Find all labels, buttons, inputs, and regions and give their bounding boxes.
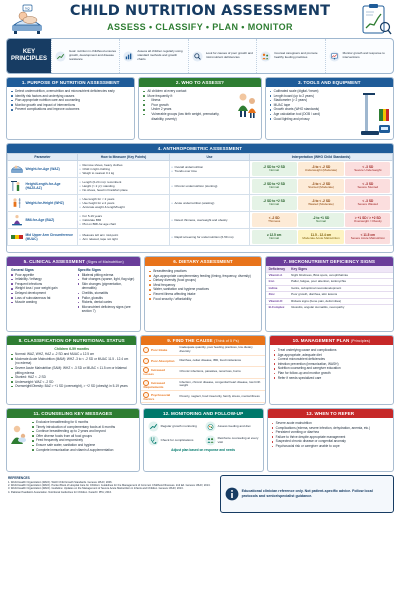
footer (6, 475, 394, 513)
table-cell: Iron (266, 279, 289, 285)
specific-signs (74, 266, 141, 316)
list-item: Skin changes (pigmentation, dermatitis) (78, 282, 137, 291)
cause-label: Psychosocial Factors (143, 392, 171, 401)
table-cell: Goitre, suboptimal neurodevelopment (288, 285, 393, 291)
cause-description: Poverty, neglect, food insecurity, family stress, mental illness (177, 391, 264, 403)
list-item: Detect undernutrition, overnutrition and micronutrient deficiencies early (11, 89, 130, 94)
monitoring-grid (144, 418, 263, 449)
clinical-columns (7, 266, 140, 316)
list-item: • Height (> 2 yr): standing (80, 184, 168, 188)
table-cell: Night blindness, Bitot spots, xerophthalmia (288, 273, 393, 279)
list-item: Prevent complications and improve outcomes (11, 107, 130, 112)
interpretation-severe: < -3 SD Severe Wasted (345, 196, 390, 211)
reference-item: 4. Pakistan Paediatric Association. Nutritional Guidelines for Children. Karachi: PPA; 2016. (8, 490, 112, 494)
table-row (141, 378, 264, 390)
column-header: How to Measure (Key Points) (78, 154, 170, 161)
list-item: More frequently if: (143, 94, 231, 99)
list-item: Vulnerable groups (low birth weight, prematurity, disability, poverty) (143, 112, 231, 121)
list-item: • Accurate weight & length/height (80, 205, 168, 209)
list-item: Food security / affordability (149, 297, 256, 302)
section-title: 10. MANAGEMENT PLAN (Principles) (270, 336, 393, 345)
header (0, 0, 400, 38)
interpretation-thinness: < -2 SD Thinness (252, 213, 297, 228)
table-row (266, 305, 393, 311)
section-dietary (144, 256, 261, 332)
page-subtitle: ASSESS • CLASSIFY • PLAN • MONITOR (107, 22, 293, 32)
list-item: Age-appropriate, adequate diet (274, 353, 389, 358)
monitoring-label: Check for complications (160, 437, 194, 442)
monitoring-label: Reinforce counseling at every visit (217, 435, 259, 444)
key-principle-text: Monitor growth and response to interventions (342, 51, 385, 59)
tools-body (266, 87, 393, 137)
reference-item: 2. World Health Organization (WHO). Pocket Book of Hospital Care for Children: Guidelines for the Management of Common Childhood Illnesses. 2nd Ed. Geneva: WHO; 2013. (8, 484, 211, 488)
key-principle-4 (256, 39, 324, 73)
section-title: 5. CLINICAL ASSESSMENT (Signs of Malnutrition) (7, 257, 140, 266)
sections-11-13 (6, 408, 394, 472)
section-find-cause (140, 335, 265, 405)
table-cell: Pallor, fatigue, poor attention, koilonychia (288, 279, 393, 285)
cause-label: Poor Intake (150, 347, 168, 352)
interpretation-severe: < 11.5 cm Severe Acute Malnutrition (345, 230, 390, 245)
general-signs (7, 266, 74, 316)
clipboard-growth-chart-icon (354, 3, 392, 35)
plate-icon (143, 347, 149, 353)
food-icon (205, 421, 216, 432)
list-item: Dietary diversity (food groups) (149, 278, 256, 283)
list-item: Poor appetite (11, 273, 70, 278)
intestine-icon (143, 358, 149, 364)
tools-list (266, 87, 361, 137)
list-item: All children at every contact (143, 89, 231, 94)
list-item: Micronutrient deficiency signs (see section 7) (78, 305, 137, 314)
who-body (139, 87, 260, 123)
list-item: Growth charts (WHO standards) (270, 107, 357, 112)
list-item: Age calculation tool (DOB / card) (270, 112, 357, 117)
purpose-list (7, 87, 134, 114)
list-item: • Plot on BMI-for-age chart (80, 222, 168, 226)
height-measure-icon (10, 180, 24, 192)
stethoscope-icon (148, 435, 159, 446)
mother-child-icon (10, 424, 28, 446)
monitoring-item (148, 435, 202, 446)
muac-tape-icon (10, 231, 24, 243)
cause-description: Diarrhea, celiac disease, IBD, food intolerance (177, 356, 264, 367)
list-item: • Trends over time (172, 169, 248, 173)
list-item: MUAC tape (270, 103, 357, 108)
table-cell: Vitamin D (266, 298, 289, 304)
anthropometric-table (7, 153, 393, 246)
growth-arrow-icon (55, 51, 66, 62)
references-title: REFERENCES (8, 476, 30, 480)
key-principle-text: Look for causes of poor growth and micronutrient deficiencies (205, 51, 253, 59)
monitoring-label: Assess feeding and diet (217, 423, 251, 428)
column-header: Parameter (8, 154, 78, 161)
list-item: Offer diverse foods from all food groups (32, 434, 135, 439)
list-item: Bilateral pitting edema (78, 273, 137, 278)
table-cell: Iodine (266, 285, 289, 291)
section-title: 12. MONITORING AND FOLLOW-UP (144, 409, 263, 418)
growth-chart-icon (148, 421, 159, 432)
list-item: • Rapid screening for undernutrition (6-59 mo) (172, 235, 248, 239)
refer-list (268, 418, 393, 451)
monitoring-item (205, 421, 259, 432)
cause-description: Infection, chronic disease, congenital heart disease, low birth weight (177, 378, 264, 390)
list-item: • Calculate BMI (80, 218, 168, 222)
interpretation-moderate: -3 to < -2 SD Stunted (Moderate) (298, 179, 343, 194)
table-cell: Glossitis, angular stomatitis, neuropathy (288, 305, 393, 311)
table-row (8, 161, 393, 178)
list-item: Poor growth (143, 103, 231, 108)
cause-label: Increased Requirements (143, 380, 165, 389)
section-monitoring (143, 408, 264, 472)
page-title: CHILD NUTRITION ASSESSMENT (69, 3, 331, 19)
weighing-scale-icon (10, 163, 24, 175)
general-signs-list (7, 272, 74, 307)
table-row (8, 212, 393, 229)
list-item: Severe Acute Malnutrition (SAM): WHZ < -3 SD or MUAC < 11.5 cm or bilateral pitting edema (11, 366, 132, 375)
table-cell: Zinc (266, 292, 289, 298)
cause-label: Increased Losses (143, 368, 165, 377)
sections-5-7 (6, 256, 394, 332)
parameter-name: Height/Length-for-Age (HAZ/LAZ) (25, 181, 61, 190)
list-item: Infection prevention (immunization, WASH) (274, 362, 389, 367)
counseling-list (28, 418, 139, 454)
table-cell: Poor growth, diarrhea, skin lesions (288, 292, 393, 298)
list-item: Under 2 years (143, 107, 231, 112)
list-item: • For 5-19 years (80, 214, 168, 218)
children-icon (236, 91, 258, 119)
list-item: Calibrated scale (digital / beam) (270, 89, 357, 94)
list-item: Treat underlying cause and complications (274, 348, 389, 353)
section-purpose (6, 77, 135, 140)
disclaimer-box (220, 475, 394, 513)
list-item: • Length (0-24 mo): recumbent (80, 180, 168, 184)
classification-list (11, 352, 132, 389)
list-item: • Overall undernutrition (172, 165, 248, 169)
list-item: Loss of subcutaneous fat (11, 296, 70, 301)
table-header-row (8, 154, 393, 161)
list-item: Persistent vomiting or diarrhea (272, 430, 389, 435)
list-item: • Child in light clothing (80, 167, 168, 171)
interpretation-moderate: 11.5 - 12.4 cm Moderate Acute Malnutrition (298, 230, 343, 245)
monitoring-item (148, 421, 202, 432)
key-principle-3 (188, 39, 256, 73)
list-item: Identify risk factors and underlying causes (11, 94, 130, 99)
section-title: 2. WHO TO ASSESS? (139, 78, 260, 87)
list-item: Recent illness affecting intake (149, 292, 256, 297)
list-item: Severe acute malnutrition (272, 421, 389, 426)
table-row (8, 195, 393, 212)
chart-icon (123, 51, 134, 62)
list-item: Ensure safe water, sanitation and hygiene (32, 443, 135, 448)
section-title: 4. ANTHROPOMETRIC ASSESSMENT (7, 144, 393, 153)
list-item: • Arm relaxed, tape not tight (80, 237, 168, 241)
list-item: Overweight/Obesity: BAZ > +1 SD (overweight), > +2 SD (obesity) in 5-19 years (11, 384, 132, 389)
parameter-name: Weight-for-Height (WHZ) (25, 200, 64, 205)
section-management (269, 335, 394, 405)
list-item: Stunted: HAZ < -2 SD (11, 375, 132, 380)
column-header: Key Signs (288, 266, 393, 273)
section-anthropometric (6, 143, 394, 253)
cause-description: Inadequate quantity, poor feeding practices, low dietary diversity (177, 345, 264, 356)
parameter-name: Mid Upper Arm Circumference (MUAC) (25, 232, 74, 241)
section-title: 13. WHEN TO REFER (268, 409, 393, 418)
monitoring-label: Regular growth monitoring (160, 423, 197, 428)
key-principle-5 (325, 39, 393, 73)
list-item: • Chronic undernutrition (stunting) (172, 184, 248, 188)
table-row (8, 229, 393, 246)
baby-scale-icon (8, 3, 46, 35)
dietary-list (145, 266, 260, 303)
stadiometer-scale-icon (361, 89, 391, 137)
section-clinical (6, 256, 141, 332)
list-item: Muscle wasting (11, 300, 70, 305)
key-principle-1 (51, 39, 119, 73)
list-item: Moderate Acute Malnutrition (MAM): WHZ -3 to < -2 SD or MUAC 11.5 - 12.4 cm (no edema) (11, 357, 132, 366)
interpretation-normal: -2 to +1 SD Normal (298, 213, 343, 228)
sections-8-10 (6, 335, 394, 405)
table-row (141, 366, 264, 378)
section-classification (6, 335, 137, 405)
list-item: Refer if needs specialized care (274, 376, 389, 381)
cause-table (141, 345, 264, 403)
subsection-title: Specific Signs (77, 268, 101, 272)
list-item: Meal frequency (149, 283, 256, 288)
list-item: Continue breastfeeding up to 2 years and beyond (32, 429, 135, 434)
counseling-body (7, 418, 139, 454)
interpretation-normal: -2 SD to +2 SD Normal (252, 179, 297, 194)
cause-label: Poor Absorption (150, 358, 175, 363)
who-list (139, 87, 235, 123)
list-item: Length board (up to 2 years) (270, 94, 357, 99)
list-item: Illness (143, 98, 231, 103)
monitor-chart-icon (329, 51, 340, 62)
list-item: Timely introduction of complementary foods at 6 months (32, 425, 135, 430)
section-refer (267, 408, 394, 472)
section-who (138, 77, 261, 140)
parameter-name: BMI-for-Age (BAZ) (25, 217, 55, 222)
references (6, 475, 216, 513)
reference-item: 1. World Health Organization (WHO). WHO Child Growth Standards. Geneva: WHO; 2006. (8, 480, 113, 484)
monitoring-item (205, 435, 259, 446)
list-item: Pallor, glossitis (78, 296, 137, 301)
reference-item: 3. World Health Organization (WHO). Guideline: Updates on the Management of Severe Acute Malnutrition in Infants and Children. Geneva: WHO; 2013. (8, 487, 184, 491)
list-item: Cheilitis, stomatitis (78, 291, 137, 296)
list-item: • Use length for < 2 years (80, 197, 168, 201)
list-item: • No shoes, head in Frankfort plane (80, 188, 168, 192)
section-title: 6. DIETARY ASSESSMENT (145, 257, 260, 266)
list-item: Irritability / lethargy (11, 277, 70, 282)
list-item: • Measure left arm mid-point (80, 233, 168, 237)
section-title: 11. COUNSELING KEY MESSAGES (7, 409, 139, 418)
section-title: 9. FIND THE CAUSE (Think of 5 Ps) (141, 336, 264, 345)
sections-1-3 (6, 77, 394, 140)
list-item: Suspected chronic disease or congenital anomaly (272, 439, 389, 444)
cause-description: Chronic infections, parasites, renal loss, burns (177, 366, 264, 378)
management-list (270, 345, 393, 382)
section-tools (265, 77, 394, 140)
key-principle-text: Assess all children regularly using standard methods and growth charts (137, 49, 183, 61)
table-row (141, 356, 264, 367)
parameter-name: Weight-for-Age (WAZ) (25, 166, 60, 171)
section-title: 7. MICRONUTRIENT DEFICIENCY SIGNS (266, 257, 393, 266)
list-item: Psychosocial risk or caregiver unable to cope (272, 444, 389, 449)
list-item: Normal: WAZ, WHZ, HAZ ≥ -2 SD and MUAC ≥ 12.5 cm (11, 352, 132, 357)
section-title: 1. PURPOSE OF NUTRITION ASSESSMENT (7, 78, 134, 87)
list-item: Age-appropriate complementary feeding (timing, frequency, diversity) (149, 274, 256, 279)
column-header: Use (170, 154, 250, 161)
column-header: Deficiency (266, 266, 289, 273)
list-item: • Acute undernutrition (wasting) (172, 201, 248, 205)
people-talk-icon (205, 435, 216, 446)
child-weight-height-icon (10, 197, 24, 209)
list-item: • Detect thinness, overweight and obesity (172, 218, 248, 222)
table-row (141, 391, 264, 403)
section-title: 3. TOOLS AND EQUIPMENT (266, 78, 393, 87)
list-item: Feed frequently and responsively (32, 438, 135, 443)
list-item: Complete immunization and vitamin A supplementation (32, 448, 135, 453)
table-cell: Vitamin A (266, 273, 289, 279)
table-row (141, 345, 264, 356)
list-item: Delayed development (11, 291, 70, 296)
list-item: Stadiometer (> 2 years) (270, 98, 357, 103)
list-item: Complications (edema, severe infection, dehydration, anemia, etc.) (272, 426, 389, 431)
list-item: Underweight: WAZ < -2 SD (11, 380, 132, 385)
column-header: Interpretation (WHO Child Standards) (250, 154, 393, 161)
interpretation-moderate: -3 to < -2 SD Underweight (Moderate) (298, 162, 343, 177)
interpretation-moderate: -3 to < -2 SD Wasted (Moderate) (298, 196, 343, 211)
key-principle-text: Goal: nutrition in childhood ensures growth, development and disease resistance (69, 49, 117, 61)
section-micronutrient (265, 256, 394, 332)
list-item: Breastfeeding practices (149, 269, 256, 274)
classification-body (7, 345, 136, 391)
list-item: Failure to thrive despite appropriate management (272, 435, 389, 440)
list-item: Hair changes (sparse, light, flag sign) (78, 277, 137, 282)
list-item: Nutrition counseling and caregiver education (274, 366, 389, 371)
list-item: Monitor growth and impact of interventions (11, 103, 130, 108)
monitoring-footer: Adjust plan based on response and needs (171, 448, 236, 452)
list-item: Water, sanitation and hygiene practices (149, 287, 256, 292)
disclaimer-text: Educational clinician reference only. Not patient-specific advice. Follow local protocols and senior/specialist guidance. (241, 489, 373, 498)
interpretation-normal: -2 SD to +2 SD Normal (252, 162, 297, 177)
key-principles-title: KEY PRINCIPLES (7, 39, 51, 73)
subsection-title: General Signs (11, 268, 34, 272)
list-item: • Weigh to nearest 0.1 kg (80, 171, 168, 175)
list-item: Good lighting and privacy (270, 117, 357, 122)
bmi-child-icon (10, 214, 24, 226)
list-item: Weight loss / poor weight gain (11, 286, 70, 291)
info-icon (225, 487, 239, 501)
interpretation-normal: -2 SD to +2 SD Normal (252, 196, 297, 211)
section-title: 8. CLASSIFICATION OF NUTRITIONAL STATUS (7, 336, 136, 345)
table-row (8, 178, 393, 195)
list-item: • Use height for ≥ 2 years (80, 201, 168, 205)
table-cell: B-Complex (266, 305, 289, 311)
list-item: Rickets, dental caries (78, 300, 137, 305)
list-item: Plan appropriate nutrition care and counseling (11, 98, 130, 103)
list-item: Frequent infections (11, 282, 70, 287)
key-principle-text: Counsel caregivers and promote healthy feeding practices (274, 51, 318, 59)
classification-subtitle: Children 6-59 months (54, 347, 90, 351)
list-item: Correct micronutrient deficiencies (274, 357, 389, 362)
interpretation-severe: < -3 SD Severe Underweight (345, 162, 390, 177)
table-cell: Rickets signs (bone pain, deformities) (288, 298, 393, 304)
list-item: Exclusive breastfeeding for 6 months (32, 420, 135, 425)
key-principle-2 (119, 39, 187, 73)
caregiver-icon (260, 51, 271, 62)
magnifier-icon (192, 51, 203, 62)
key-principles (6, 38, 394, 74)
micronutrient-table (266, 266, 393, 311)
list-item: • Remove shoes, heavy clothes (80, 163, 168, 167)
svg-text:kg: kg (25, 6, 30, 11)
interpretation-severe: < -3 SD Severe Stunted (345, 179, 390, 194)
section-counseling (6, 408, 140, 472)
interpretation-normal: ≥ 12.5 cm Normal (252, 230, 297, 245)
list-item: Plan for follow-up and monitor growth (274, 371, 389, 376)
specific-signs-list (74, 272, 141, 316)
interpretation-overweight: > +1 SD / > +2 SD Overweight / Obesity (345, 213, 390, 228)
